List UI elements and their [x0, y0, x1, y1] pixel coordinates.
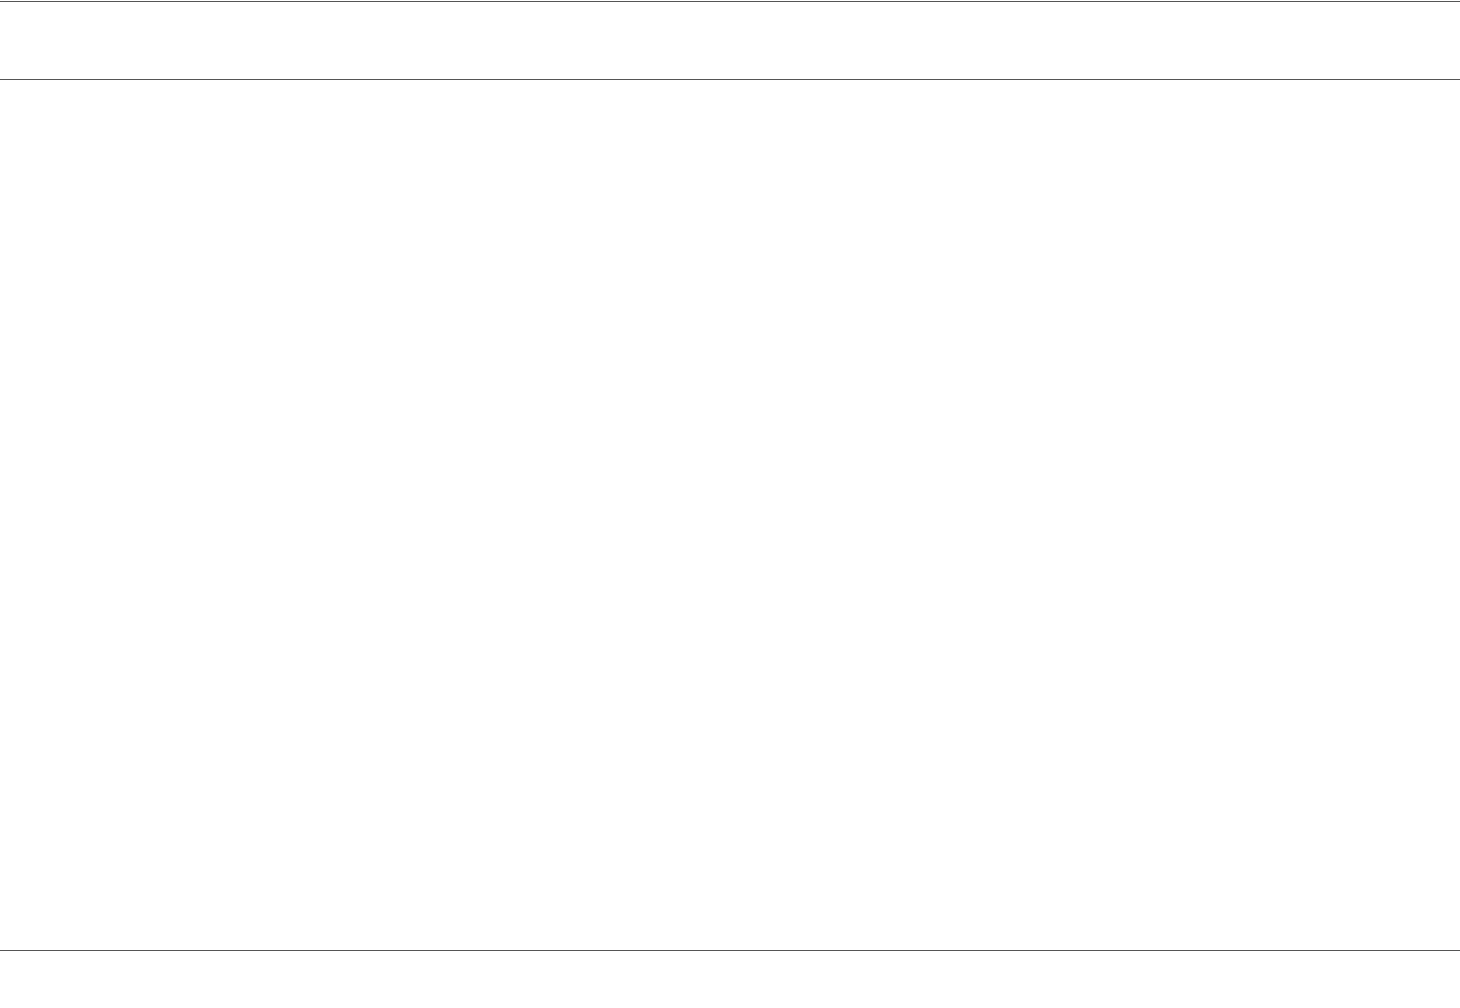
header-rule — [0, 79, 1460, 80]
top-rule — [0, 1, 1460, 2]
bottom-rule — [0, 950, 1460, 951]
